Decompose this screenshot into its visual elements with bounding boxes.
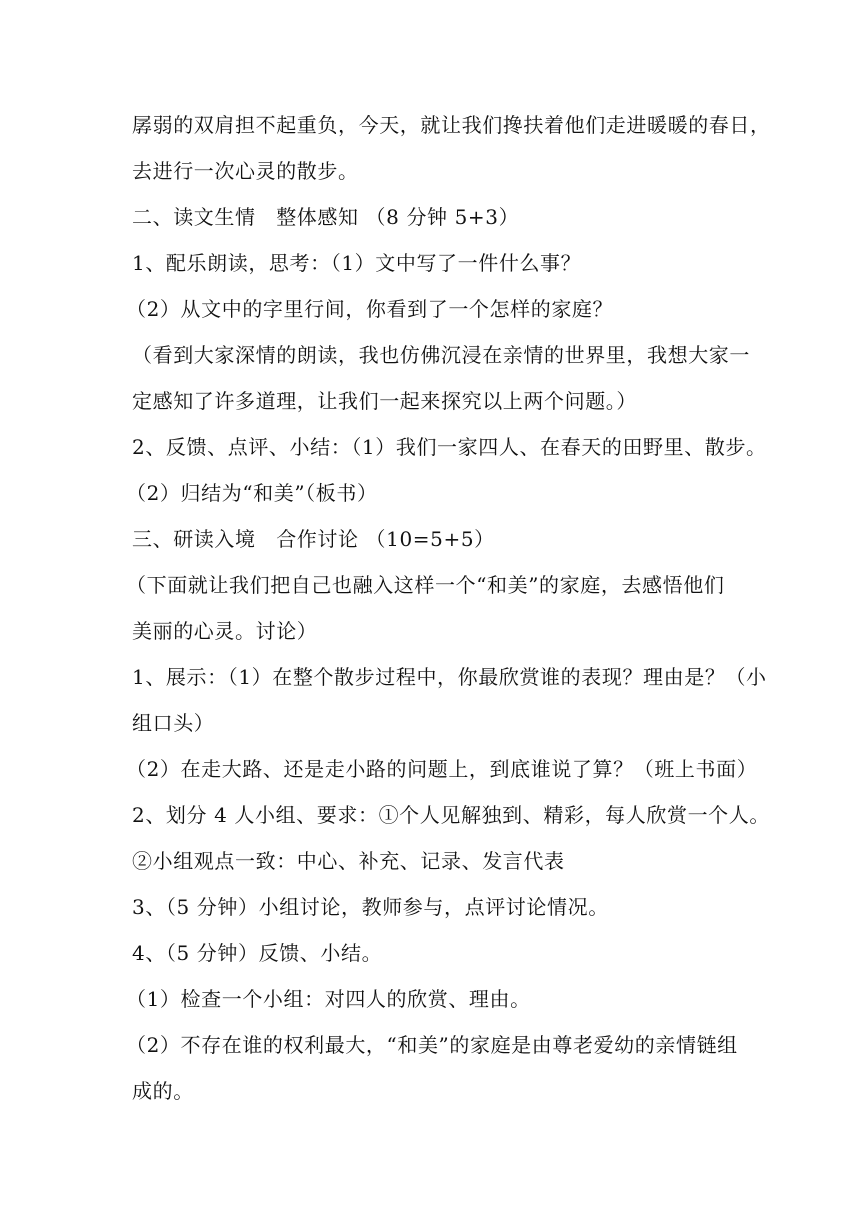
- text-line: 1、配乐朗读，思考：（1）文中写了一件什么事？: [132, 251, 582, 275]
- text-line: 1、展示：（1）在整个散步过程中，你最欣赏谁的表现？理由是？（小: [132, 665, 767, 689]
- text-line: 定感知了许多道理，让我们一起来探究以上两个问题。）: [132, 389, 637, 413]
- text-line: 2、反馈、点评、小结：（1）我们一家四人、在春天的田野里、散步。: [132, 435, 767, 459]
- text-line: 4、（5 分钟）反馈、小结。: [132, 941, 383, 965]
- text-line: 2、划分 4 人小组、要求：①个人见解独到、精彩，每人欣赏一个人。: [132, 803, 770, 827]
- text-line: （看到大家深情的朗读，我也仿佛沉浸在亲情的世界里，我想大家一: [132, 343, 750, 367]
- text-line: 3、（5 分钟）小组讨论，教师参与，点评讨论情况。: [132, 895, 609, 919]
- text-line: （2）从文中的字里行间，你看到了一个怎样的家庭？: [126, 297, 614, 321]
- text-line: 成的。: [132, 1079, 194, 1103]
- text-line: （1）检查一个小组：对四人的欣赏、理由。: [126, 987, 531, 1011]
- section-heading: 二、读文生情 整体感知 （8 分钟 5+3）: [132, 205, 520, 229]
- text-line: 组口头）: [132, 711, 215, 735]
- text-line: （2）在走大路、还是走小路的问题上，到底谁说了算？（班上书面）: [126, 757, 758, 781]
- text-line: 美丽的心灵。讨论）: [132, 619, 318, 643]
- text-line: 去进行一次心灵的散步。: [132, 159, 359, 183]
- text-line: （2）不存在谁的权利最大，“和美”的家庭是由尊老爱幼的亲情链组: [126, 1033, 738, 1057]
- text-line: （下面就让我们把自己也融入这样一个“和美”的家庭，去感悟他们: [126, 573, 725, 597]
- text-line: 孱弱的双肩担不起重负，今天，就让我们搀扶着他们走进暖暖的春日，: [132, 113, 771, 137]
- text-line: （2）归结为“和美”（板书）: [126, 481, 378, 505]
- text-line: ②小组观点一致：中心、补充、记录、发言代表: [132, 849, 565, 873]
- section-heading: 三、研读入境 合作讨论 （10=5+5）: [132, 527, 495, 551]
